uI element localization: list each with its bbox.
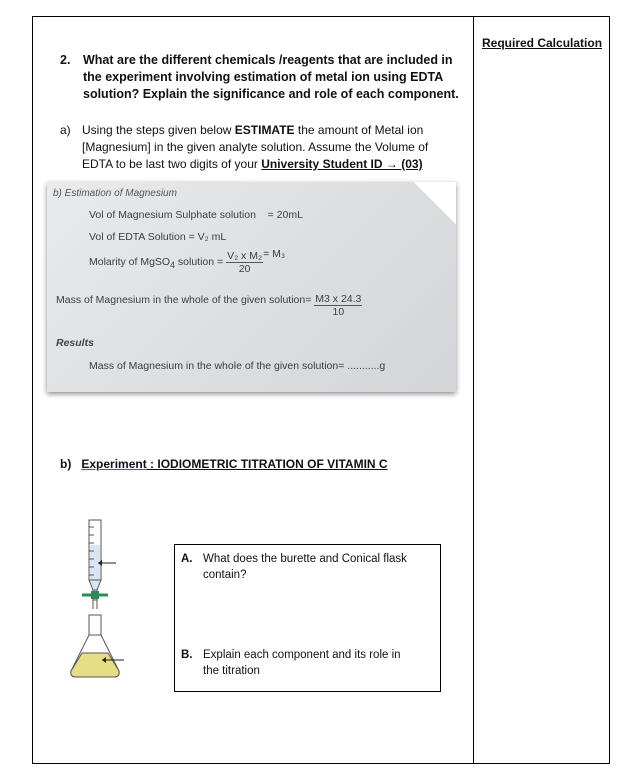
photo-line-1-value: = 20mL <box>267 209 303 221</box>
estimation-photo <box>47 182 456 392</box>
mass-denominator: 10 <box>332 306 345 318</box>
question-b <box>60 457 388 471</box>
burette-icon <box>82 520 116 609</box>
mass-numerator: M3 x 24.3 <box>315 293 362 305</box>
question-a-estimate: ESTIMATE <box>234 123 295 137</box>
experiment-label: Experiment <box>81 457 147 471</box>
experiment-title: IODIOMETRIC TITRATION OF VITAMIN C <box>157 457 388 471</box>
photo-line-5: Mass of Magnesium in the whole of the given solution= ...........g <box>89 360 386 372</box>
box-item-b <box>181 647 418 679</box>
question-a-label: a) <box>60 123 71 137</box>
column-divider <box>473 16 474 764</box>
mass-fraction <box>314 293 362 318</box>
photo-line-1-label: Vol of Magnesium Sulphate solution <box>89 209 256 221</box>
photo-line-1 <box>89 209 303 221</box>
box-item-a <box>181 551 418 583</box>
molarity-result: = M₃ <box>263 248 286 260</box>
molarity-numerator: V₂ x M₂ <box>227 249 263 262</box>
questions-box <box>174 544 441 692</box>
student-id-text: University Student ID → (03) <box>261 157 423 171</box>
photo-line-3-label: Molarity of MgSO <box>89 256 171 268</box>
titration-illustration <box>60 515 150 685</box>
box-item-a-text: What does the burette and Conical flask contain? <box>203 553 407 581</box>
photo-results-heading: Results <box>56 337 94 349</box>
photo-line-4-label: Mass of Magnesium in the whole of the given solution= <box>56 294 312 306</box>
question-a-text-part: Using the steps given below <box>82 123 235 137</box>
question-a-text <box>82 122 460 173</box>
photo-line-3-sub: 4 <box>170 260 175 271</box>
photo-line-4 <box>56 293 362 318</box>
photo-line-3-mid: solution = <box>174 256 227 268</box>
question-2 <box>60 52 472 103</box>
question-a <box>60 122 460 173</box>
question-a-text-part: the amount of Metal ion [Magnesium] in the given analyte solution. Assume the Volume of EDTA to be last two digits of your <box>82 123 429 171</box>
molarity-denominator: 20 <box>238 262 251 275</box>
conical-flask-icon <box>71 615 124 677</box>
photo-line-2: Vol of EDTA Solution = V₂ mL <box>89 231 227 243</box>
question-2-number: 2. <box>60 53 71 67</box>
question-2-text: What are the different chemicals /reagents that are included in the experiment involving estimation of metal ion using EDTA solution? Explain the significance and role of each component. <box>83 53 459 101</box>
photo-corner-cut <box>414 182 456 224</box>
box-item-b-text: Explain each component and its role in the titration <box>203 649 401 677</box>
box-item-b-label: B. <box>181 649 193 661</box>
photo-line-3 <box>89 248 285 275</box>
molarity-fraction <box>226 250 263 275</box>
required-calculation-heading: Required Calculation <box>482 36 603 50</box>
photo-heading: b) Estimation of Magnesium <box>53 188 177 199</box>
experiment-colon: : <box>146 457 158 471</box>
question-b-label: b) <box>60 457 72 471</box>
box-item-a-label: A. <box>181 553 193 565</box>
